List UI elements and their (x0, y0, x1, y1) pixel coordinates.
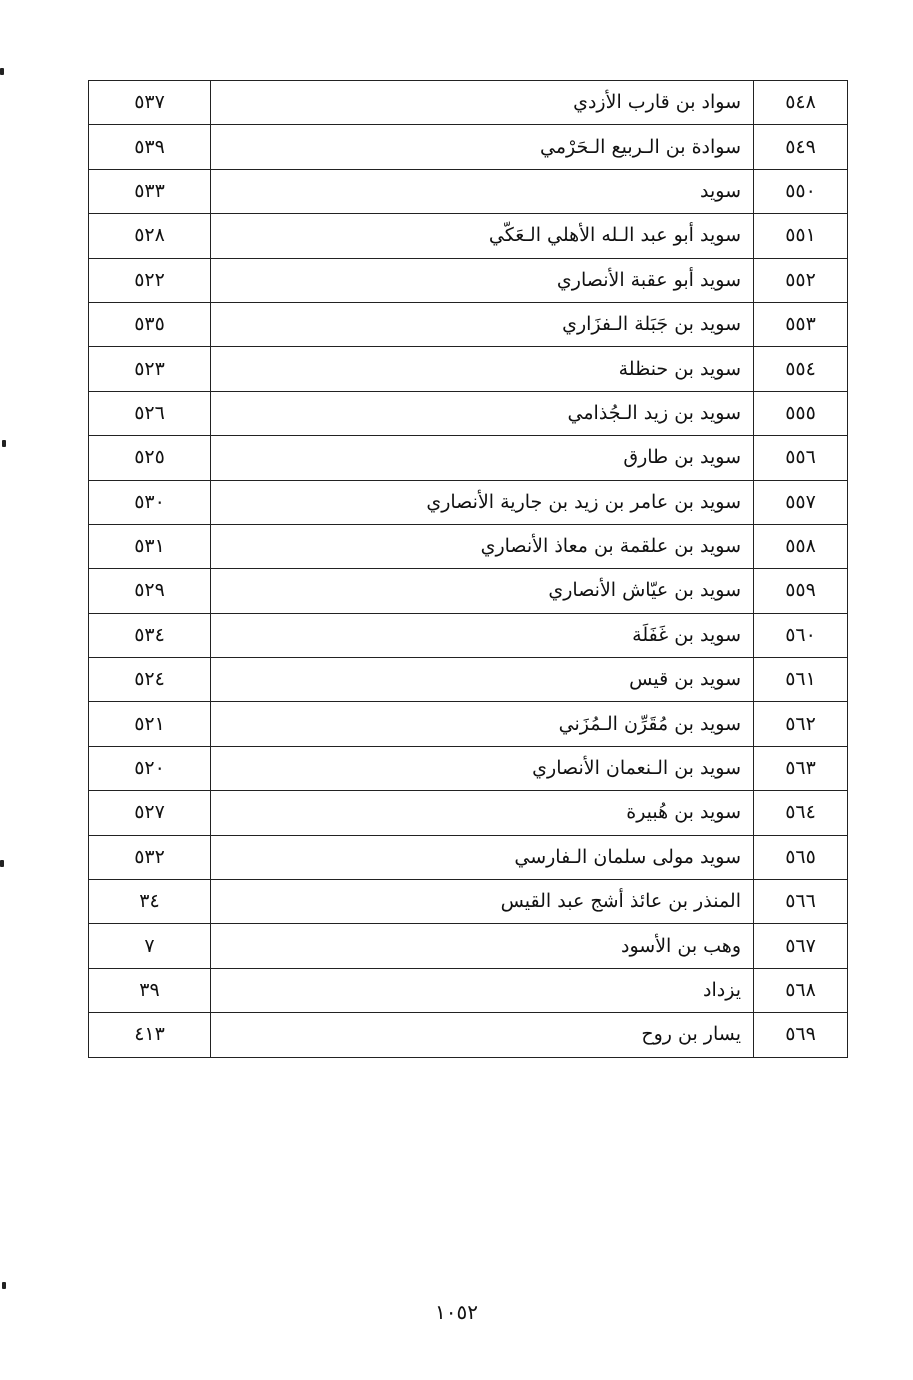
entry-number: ٥٥٠ (754, 169, 848, 213)
entry-page-ref: ٥٣٩ (89, 125, 211, 169)
entry-number: ٥٦٥ (754, 835, 848, 879)
entry-page-ref: ٥٣٣ (89, 169, 211, 213)
entry-page-ref: ٥٣٢ (89, 835, 211, 879)
scan-speck (0, 860, 4, 867)
table-row (89, 391, 848, 435)
entry-name: سويد بن غَفَلَة (211, 613, 754, 657)
entry-page-ref: ٥٢٥ (89, 436, 211, 480)
entry-number: ٥٦٧ (754, 924, 848, 968)
table-row (89, 258, 848, 302)
table-row (89, 835, 848, 879)
entry-name: يسار بن روح (211, 1013, 754, 1057)
entry-name: وهب بن الأسود (211, 924, 754, 968)
index-table-body (89, 81, 848, 1058)
table-row (89, 81, 848, 125)
entry-name: سويد بن علقمة بن معاذ الأنصاري (211, 524, 754, 568)
entry-number: ٥٥٢ (754, 258, 848, 302)
table-row (89, 125, 848, 169)
table-row (89, 746, 848, 790)
entry-page-ref: ٥٢٢ (89, 258, 211, 302)
entry-page-ref: ٥٣٥ (89, 302, 211, 346)
table-row (89, 968, 848, 1012)
entry-number: ٥٤٩ (754, 125, 848, 169)
entry-page-ref: ٥٢٧ (89, 791, 211, 835)
entry-name: سويد بن عيّاش الأنصاري (211, 569, 754, 613)
page-number: ١٠٥٢ (435, 1300, 478, 1324)
table-row (89, 524, 848, 568)
entry-name: سويد بن عامر بن زيد بن جارية الأنصاري (211, 480, 754, 524)
entry-page-ref: ٥٢٨ (89, 214, 211, 258)
entry-page-ref: ٥٢١ (89, 702, 211, 746)
entry-number: ٥٦٦ (754, 880, 848, 924)
entry-number: ٥٥٨ (754, 524, 848, 568)
entry-name: سويد أبو عبد الـله الأهلي الـعَكّي (211, 214, 754, 258)
entry-page-ref: ٥٢٤ (89, 658, 211, 702)
table-row (89, 658, 848, 702)
table-row (89, 791, 848, 835)
entry-name: سويد بن طارق (211, 436, 754, 480)
entry-number: ٥٦٣ (754, 746, 848, 790)
entry-number: ٥٦٨ (754, 968, 848, 1012)
entry-name: سويد أبو عقبة الأنصاري (211, 258, 754, 302)
entry-number: ٥٤٨ (754, 81, 848, 125)
entry-name: سويد بن مُقَرِّن الـمُزَني (211, 702, 754, 746)
entry-page-ref: ٤١٣ (89, 1013, 211, 1057)
entry-page-ref: ٣٤ (89, 880, 211, 924)
entry-number: ٥٦٩ (754, 1013, 848, 1057)
entry-number: ٥٦٤ (754, 791, 848, 835)
entry-page-ref: ٥٢٠ (89, 746, 211, 790)
table-row (89, 214, 848, 258)
table-row (89, 702, 848, 746)
entry-name: سويد بن قيس (211, 658, 754, 702)
index-table (88, 80, 848, 1058)
entry-number: ٥٦١ (754, 658, 848, 702)
table-row (89, 924, 848, 968)
entry-name: سويد بن هُبيرة (211, 791, 754, 835)
table-row (89, 480, 848, 524)
entry-page-ref: ٥٢٦ (89, 391, 211, 435)
entry-name: سويد بن جَبَلة الـفزَاري (211, 302, 754, 346)
entry-name: سويد بن زيد الـجُذامي (211, 391, 754, 435)
entry-name: سويد بن الـنعمان الأنصاري (211, 746, 754, 790)
entry-name: المنذر بن عائذ أشج عبد القيس (211, 880, 754, 924)
entry-number: ٥٥١ (754, 214, 848, 258)
entry-name: سويد مولى سلمان الـفارسي (211, 835, 754, 879)
scan-speck (0, 68, 4, 75)
entry-page-ref: ٧ (89, 924, 211, 968)
table-row (89, 613, 848, 657)
entry-page-ref: ٥٣٠ (89, 480, 211, 524)
table-row (89, 302, 848, 346)
entry-number: ٥٥٦ (754, 436, 848, 480)
table-row (89, 169, 848, 213)
entry-number: ٥٥٧ (754, 480, 848, 524)
entry-page-ref: ٥٢٣ (89, 347, 211, 391)
entry-page-ref: ٥٣١ (89, 524, 211, 568)
table-row (89, 1013, 848, 1057)
entry-page-ref: ٥٣٤ (89, 613, 211, 657)
entry-name: سواد بن قارب الأزدي (211, 81, 754, 125)
entry-page-ref: ٥٢٩ (89, 569, 211, 613)
entry-number: ٥٦٠ (754, 613, 848, 657)
table-row (89, 880, 848, 924)
scan-speck (2, 1282, 6, 1289)
entry-number: ٥٦٢ (754, 702, 848, 746)
entry-name: سويد بن حنظلة (211, 347, 754, 391)
table-row (89, 569, 848, 613)
entry-page-ref: ٥٣٧ (89, 81, 211, 125)
table-row (89, 347, 848, 391)
entry-number: ٥٥٤ (754, 347, 848, 391)
entry-number: ٥٥٣ (754, 302, 848, 346)
entry-name: سويد (211, 169, 754, 213)
table-row (89, 436, 848, 480)
entry-name: سوادة بن الـربيع الـحَرْمي (211, 125, 754, 169)
entry-page-ref: ٣٩ (89, 968, 211, 1012)
entry-name: يزداد (211, 968, 754, 1012)
scan-speck (2, 440, 6, 447)
entry-number: ٥٥٥ (754, 391, 848, 435)
entry-number: ٥٥٩ (754, 569, 848, 613)
